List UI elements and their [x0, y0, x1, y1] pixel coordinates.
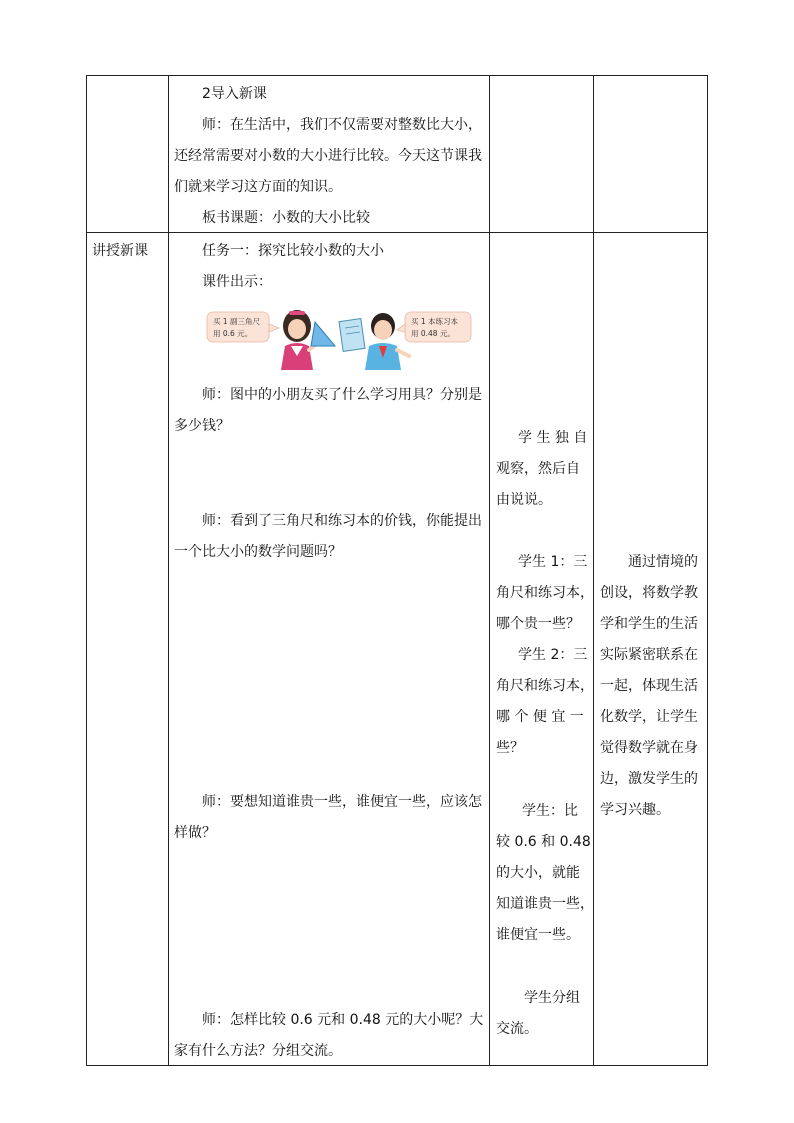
- teacher-line: 师：在生活中，我们不仅需要对整数比大小，: [202, 117, 482, 133]
- teacher-question-2: 师：看到了三角尺和练习本的价钱，你能提出: [202, 513, 482, 529]
- student-activity-line: 角尺和练习本，: [496, 585, 594, 601]
- bubble-right-line: 用 0.48 元。: [411, 329, 455, 338]
- student-activity-line: 学生分组: [524, 990, 580, 1006]
- teacher-line: 还经常需要对小数的大小进行比较。今天这节课我: [174, 148, 482, 164]
- illustration: [205, 300, 480, 370]
- design-intent-line: 觉得数学就在身: [600, 740, 698, 756]
- teacher-question-4: 师：怎样比较 0.6 元和 0.48 元的大小呢？大: [202, 1012, 484, 1028]
- design-intent-line: 学习兴趣。: [600, 802, 670, 818]
- student-activity-line: 的大小，就能: [496, 865, 580, 881]
- teacher-question-3: 师：要想知道谁贵一些，谁便宜一些，应该怎: [202, 794, 482, 810]
- design-intent-line: 实际紧密联系在: [600, 647, 698, 663]
- col-divider-3: [593, 75, 594, 1066]
- design-intent-line: 创设，将数学教: [600, 585, 698, 601]
- teacher-question-4: 家有什么方法？分组交流。: [174, 1043, 342, 1059]
- col-divider-1: [168, 75, 169, 1066]
- col-divider-2: [489, 75, 490, 1066]
- bubble-left-line: 用 0.6 元。: [213, 329, 253, 338]
- student-activity-line: 学生 1：三: [518, 554, 588, 570]
- boy-figure: [365, 313, 409, 370]
- student-activity-line: 交流。: [496, 1021, 538, 1037]
- student-activity-line: 谁便宜一些。: [496, 927, 580, 943]
- teacher-question-3: 样做？: [174, 825, 216, 841]
- student-activity-line: 角尺和练习本，: [496, 678, 594, 694]
- section-heading: 2导入新课: [202, 86, 267, 102]
- table-right-border: [707, 75, 708, 1066]
- design-intent-line: 学和学生的生活: [600, 616, 698, 632]
- row-label: 讲授新课: [92, 243, 148, 259]
- teacher-question-1: 多少钱？: [174, 418, 230, 434]
- triangle-ruler-icon: [311, 322, 335, 346]
- student-activity-line: 学生：比: [522, 803, 578, 819]
- bubble-left-line: 买 1 副三角尺: [213, 317, 261, 326]
- courseware-label: 课件出示：: [202, 274, 272, 290]
- student-activity-line: 由说说。: [496, 492, 552, 508]
- student-activity-line: 学 生 独 自: [518, 430, 588, 446]
- design-intent-line: 化数学，让学生: [600, 709, 698, 725]
- exercise-book-icon: [339, 319, 365, 352]
- student-activity-line: 知道谁贵一些，: [496, 896, 594, 912]
- teacher-question-2: 一个比大小的数学问题吗？: [174, 544, 342, 560]
- student-activity-line: 学生 2：三: [518, 647, 588, 663]
- bubble-right-line: 买 1 本练习本: [411, 317, 459, 326]
- table-top-border: [86, 75, 708, 76]
- design-intent-line: 边，激发学生的: [600, 771, 698, 787]
- table-bottom-border: [86, 1065, 708, 1066]
- student-activity-line: 些？: [496, 740, 524, 756]
- design-intent-line: 通过情境的: [628, 554, 698, 570]
- teacher-line: 们就来学习这方面的知识。: [174, 179, 342, 195]
- task-title: 任务一：探究比较小数的大小: [202, 243, 384, 259]
- student-activity-line: 哪 个 便 宜 一: [496, 709, 584, 725]
- teacher-question-1: 师：图中的小朋友买了什么学习用具？分别是: [202, 387, 482, 403]
- student-activity-line: 较 0.6 和 0.48: [496, 834, 591, 850]
- row-divider: [86, 232, 708, 233]
- student-activity-line: 哪个贵一些？: [496, 616, 580, 632]
- student-activity-line: 观察，然后自: [496, 461, 580, 477]
- table-left-border: [86, 75, 87, 1066]
- board-title: 板书课题：小数的大小比较: [202, 210, 370, 226]
- design-intent-line: 一起，体现生活: [600, 678, 698, 694]
